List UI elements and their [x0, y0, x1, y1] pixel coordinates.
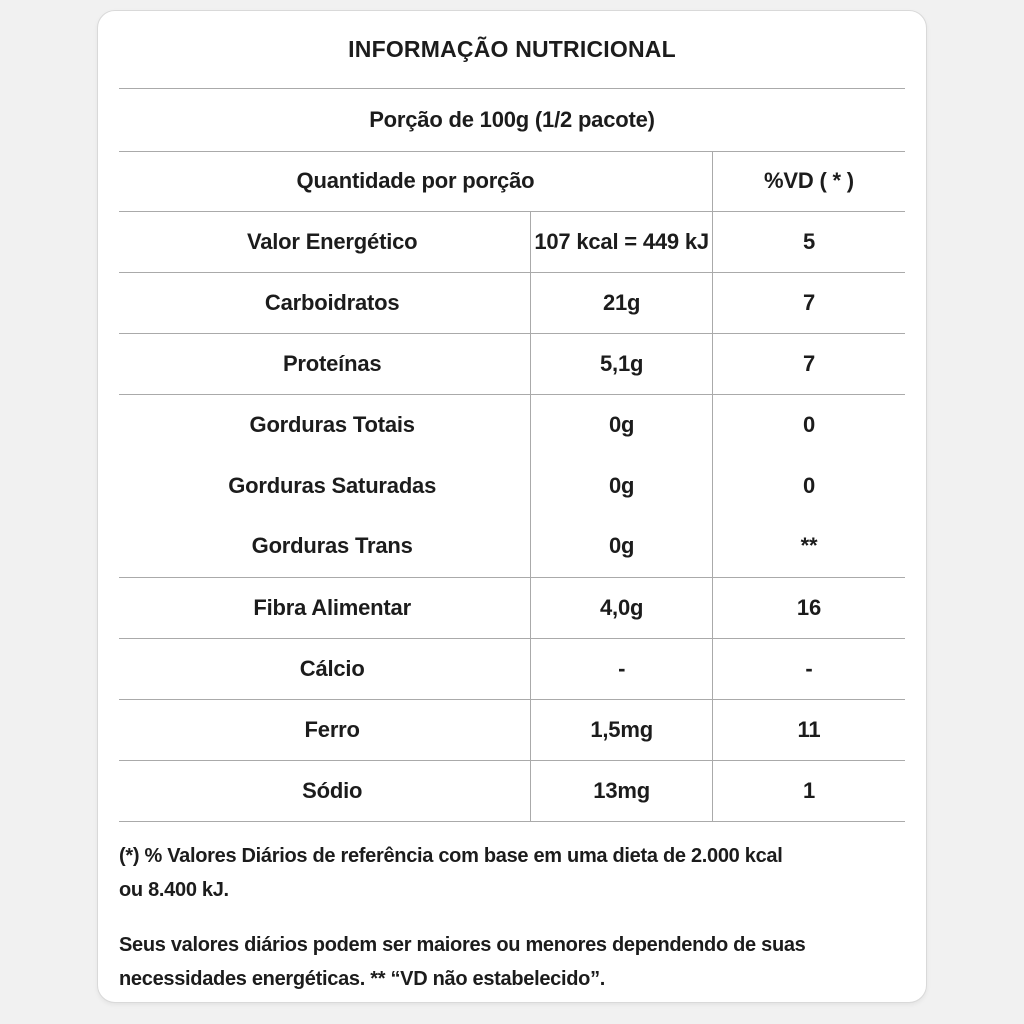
- nutrient-name: Fibra Alimentar: [119, 577, 531, 638]
- nutrient-name: Ferro: [119, 699, 531, 760]
- table-row-energy: [119, 211, 905, 272]
- table-row-protein: [119, 333, 905, 394]
- nutrient-name: Sódio: [119, 760, 531, 821]
- nutrient-dv: 0: [712, 455, 905, 516]
- table-row-total-fat: [119, 394, 905, 455]
- table-row-trans-fat: [119, 516, 905, 577]
- nutrient-amount: 0g: [531, 394, 713, 455]
- footnote-line: ou 8.400 kJ.: [119, 878, 229, 901]
- nutrient-amount: 4,0g: [531, 577, 713, 638]
- nutrition-table: [119, 11, 905, 822]
- nutrient-amount: -: [531, 638, 713, 699]
- nutrient-amount: 1,5mg: [531, 699, 713, 760]
- portion-row: [119, 88, 905, 151]
- column-header-quantity: Quantidade por porção: [119, 151, 712, 211]
- table-row-carbs: [119, 272, 905, 333]
- nutrient-dv: -: [712, 638, 905, 699]
- table-row-iron: [119, 699, 905, 760]
- footnote-line: necessidades energéticas. ** “VD não estabelecido”.: [119, 967, 606, 990]
- nutrient-amount: 13mg: [531, 760, 713, 821]
- title-row: [119, 11, 905, 88]
- nutrient-name: Gorduras Totais: [249, 411, 415, 437]
- footnotes: [119, 822, 905, 996]
- nutrient-name: Gorduras Saturadas: [228, 472, 437, 498]
- nutrient-dv: **: [712, 516, 905, 577]
- footnote-daily-values: [119, 839, 905, 907]
- nutrient-dv: 11: [712, 699, 905, 760]
- table-row-sodium: [119, 760, 905, 821]
- table-title: INFORMAÇÃO NUTRICIONAL: [119, 11, 905, 88]
- nutrient-amount: 21g: [531, 272, 713, 333]
- header-row: [119, 151, 905, 211]
- footnote-line: Seus valores diários podem ser maiores ou menores dependendo de suas: [119, 933, 806, 956]
- nutrient-name: Gorduras Trans: [119, 516, 531, 577]
- nutrient-amount: 107 kcal = 449 kJ: [531, 211, 713, 272]
- nutrient-amount: 5,1g: [531, 333, 713, 394]
- nutrient-dv: 5: [712, 211, 905, 272]
- nutrient-dv: 1: [712, 760, 905, 821]
- table-row-calcium: [119, 638, 905, 699]
- column-header-dv: %VD ( * ): [712, 151, 905, 211]
- nutrient-amount: 0g: [531, 516, 713, 577]
- nutrient-dv: 16: [712, 577, 905, 638]
- nutrient-name: Carboidratos: [119, 272, 531, 333]
- nutrient-name: Cálcio: [119, 638, 531, 699]
- table-row-saturated-fat: [119, 455, 905, 516]
- table-row-fiber: [119, 577, 905, 638]
- nutrition-label-card: [97, 10, 927, 1003]
- portion-size: Porção de 100g (1/2 pacote): [119, 88, 905, 151]
- nutrient-name: Valor Energético: [119, 211, 531, 272]
- nutrient-dv: 0: [712, 394, 905, 455]
- footnote-line: (*) % Valores Diários de referência com base em uma dieta de 2.000 kcal: [119, 844, 783, 867]
- nutrient-amount: 0g: [531, 455, 713, 516]
- footnote-variation: [119, 928, 905, 996]
- nutrient-dv: 7: [712, 272, 905, 333]
- nutrient-name: Proteínas: [119, 333, 531, 394]
- nutrient-dv: 7: [712, 333, 905, 394]
